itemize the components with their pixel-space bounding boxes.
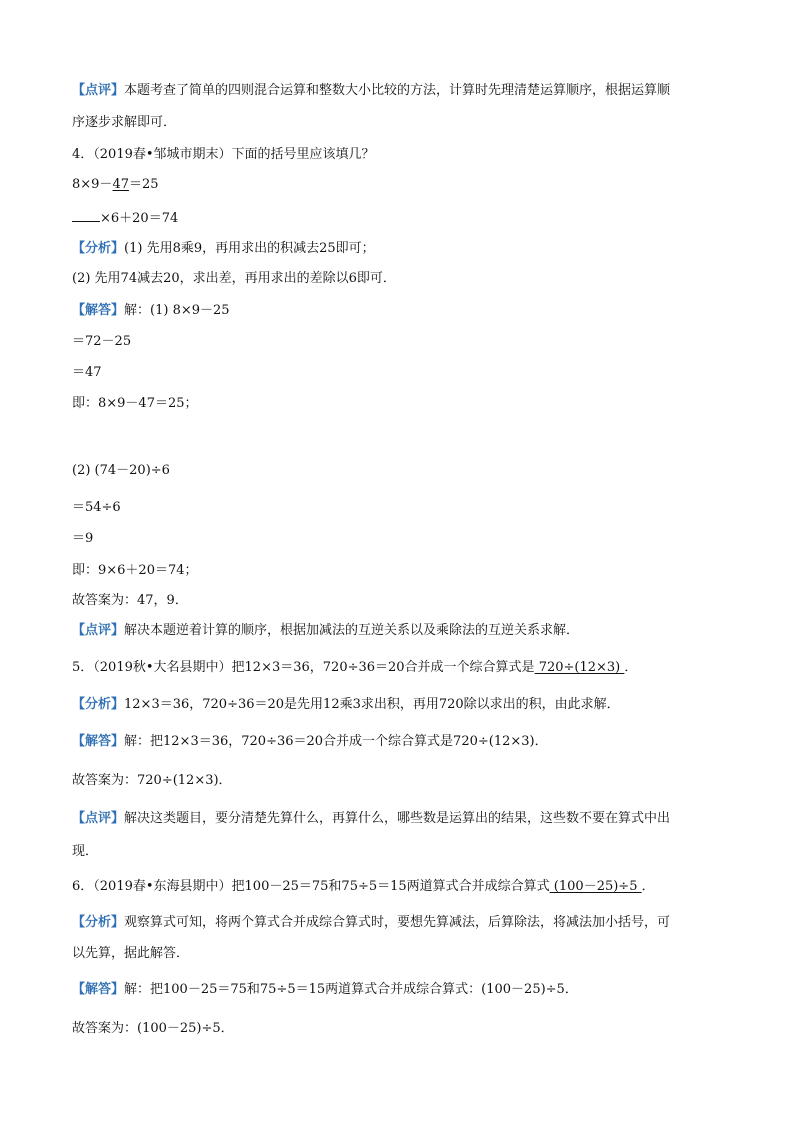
line-text: 观察算式可知，将两个算式合并成综合算式时，要想先算减法，后算除法，将减法加小括号，可 bbox=[124, 915, 671, 930]
text-line bbox=[72, 302, 724, 320]
text-line bbox=[72, 395, 724, 413]
line-text: 解：把12×3＝36，720÷36＝20合并成一个综合算式是720÷(12×3)． bbox=[124, 734, 548, 749]
text-line bbox=[72, 622, 724, 640]
line-text: ． bbox=[624, 660, 638, 675]
section-tag: 【解答】 bbox=[72, 303, 125, 318]
text-line bbox=[72, 270, 724, 288]
line-text: ＝72－25 bbox=[72, 334, 132, 349]
line-text: 故答案为：(100－25)÷5． bbox=[72, 1021, 234, 1036]
section-tag: 【解答】 bbox=[72, 982, 125, 997]
text-line bbox=[72, 1020, 724, 1038]
line-text: 解决这类题目，要分清楚先算什么，再算什么，哪些数是运算出的结果，这些数不要在算式中出 bbox=[124, 811, 671, 826]
section-tag: 【点评】 bbox=[72, 623, 125, 638]
line-text: 6．（2019春•东海县期中）把100－25＝75和75÷5＝15两道算式合并成综合算式 bbox=[72, 879, 550, 894]
text-line bbox=[72, 562, 724, 580]
text-line bbox=[72, 333, 724, 351]
text-line bbox=[72, 240, 724, 258]
text-line bbox=[72, 733, 724, 751]
text-line bbox=[72, 659, 724, 677]
line-text: ＝9 bbox=[72, 531, 94, 546]
section-tag: 【点评】 bbox=[72, 811, 125, 826]
text-line bbox=[72, 914, 724, 932]
text-line bbox=[72, 843, 724, 861]
filled-answer: 47 bbox=[112, 177, 129, 192]
line-text: ． bbox=[641, 879, 655, 894]
line-text: (2) 先用74减去20，求出差，再用求出的差除以6即可． bbox=[72, 271, 396, 286]
line-text: 本题考查了简单的四则混合运算和整数大小比较的方法，计算时先理清楚运算顺序，根据运算顺 bbox=[124, 83, 671, 98]
section-tag: 【分析】 bbox=[72, 915, 125, 930]
line-text: (1) 先用8乘9，再用求出的积减去25即可； bbox=[124, 241, 375, 256]
text-line bbox=[72, 146, 724, 164]
line-text: 故答案为：720÷(12×3)． bbox=[72, 773, 232, 788]
line-text: 8×9－ bbox=[72, 177, 113, 192]
line-text: 即：8×9－47＝25； bbox=[72, 396, 198, 411]
text-line bbox=[72, 945, 724, 963]
section-tag: 【分析】 bbox=[72, 241, 125, 256]
text-line bbox=[72, 878, 724, 896]
answer-blank bbox=[72, 208, 100, 222]
line-text: 现． bbox=[72, 844, 99, 859]
filled-answer: (100－25)÷5 bbox=[549, 879, 642, 894]
line-text: ＝54÷6 bbox=[72, 500, 121, 515]
text-line bbox=[72, 592, 724, 610]
line-text: 故答案为：47，9． bbox=[72, 593, 188, 608]
line-text: (2) (74－20)÷6 bbox=[72, 463, 170, 478]
text-line bbox=[72, 981, 724, 999]
filled-answer: 720÷(12×3) bbox=[534, 660, 625, 675]
section-tag: 【点评】 bbox=[72, 83, 125, 98]
section-tag: 【分析】 bbox=[72, 697, 125, 712]
line-text: ＝47 bbox=[72, 365, 102, 380]
line-text: 12×3＝36，720÷36＝20是先用12乘3求出积，再用720除以求出的积，由此求解． bbox=[124, 697, 620, 712]
text-line bbox=[72, 499, 724, 517]
text-line bbox=[72, 530, 724, 548]
line-text: 解决本题逆着计算的顺序，根据加减法的互逆关系以及乘除法的互逆关系求解． bbox=[124, 623, 580, 638]
line-text: ×6＋20＝74 bbox=[100, 211, 179, 226]
line-text: 解：(1) 8×9－25 bbox=[124, 303, 230, 318]
line-text: 5．（2019秋•大名县期中）把12×3＝36，720÷36＝20合并成一个综合算式是 bbox=[72, 660, 535, 675]
text-line bbox=[72, 696, 724, 714]
text-line bbox=[72, 772, 724, 790]
line-text: 即：9×6＋20＝74； bbox=[72, 563, 198, 578]
line-text: ＝25 bbox=[128, 177, 159, 192]
text-line bbox=[72, 176, 724, 194]
line-text: 4．（2019春•邹城市期末）下面的括号里应该填几？ bbox=[72, 147, 375, 162]
text-line bbox=[72, 208, 724, 228]
line-text: 序逐步求解即可． bbox=[72, 115, 177, 130]
text-line bbox=[72, 810, 724, 828]
section-tag: 【解答】 bbox=[72, 734, 125, 749]
text-line bbox=[72, 364, 724, 382]
line-text: 解：把100－25＝75和75÷5＝15两道算式合并成综合算式：(100－25)÷5． bbox=[124, 982, 578, 997]
line-text: 以先算，据此解答． bbox=[72, 946, 190, 961]
text-line bbox=[72, 82, 724, 100]
text-line bbox=[72, 114, 724, 132]
text-line bbox=[72, 462, 724, 480]
